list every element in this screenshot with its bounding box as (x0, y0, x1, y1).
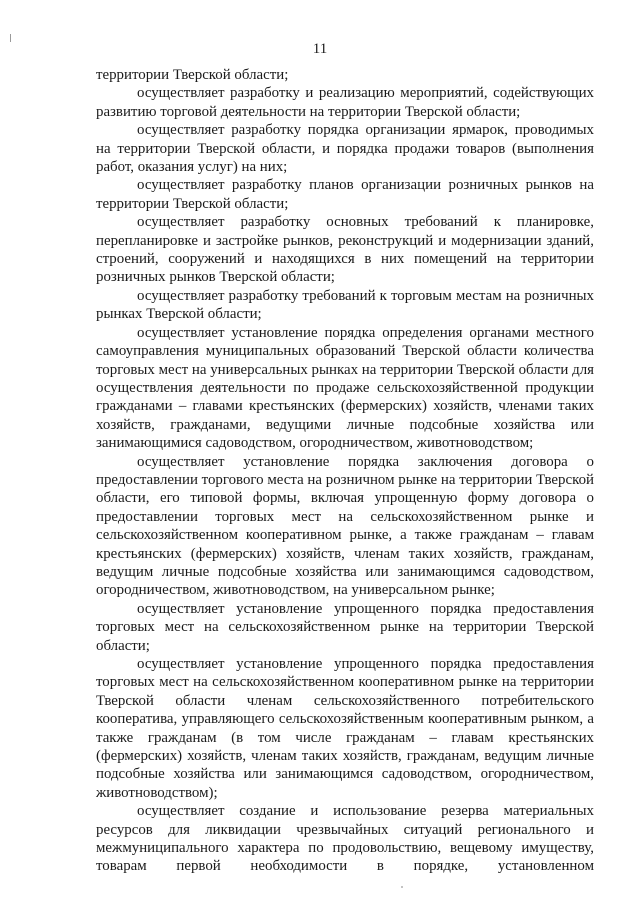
paragraph: осуществляет установление упрощенного порядка предоставления торговых мест на сельскохозяйственном рынке на территории Тверской области; (96, 600, 594, 654)
paragraph: осуществляет разработку и реализацию мероприятий, содействующих развитию торговой деятельности на территории Тверской области; (96, 85, 594, 120)
paragraph: осуществляет разработку основных требований к планировке, перепланировке и застройке рынков, реконструкций и модернизации зданий, строений, сооружений и находящихся в них помещений на территории розничных рынков Тверской области; (96, 214, 594, 286)
page-number: 11 (312, 41, 328, 57)
paragraph: осуществляет разработку планов организации розничных рынков на территории Тверской области; (96, 177, 594, 212)
paragraph-continuation: территории Тверской области; (96, 67, 289, 83)
paragraph-truncated: осуществляет создание и использование резерва материальных ресурсов для ликвидации чрезвычайных ситуаций регионального и межмуниципального характера по продовольствию, вещевому имуществу, товарам первой необходимости в порядке, установленном (96, 803, 594, 875)
paragraph: осуществляет установление упрощенного порядка предоставления торговых мест на сельскохозяйственном кооперативном рынке на территории Тверской области членам сельскохозяйственного потребительского кооператива, управляющего сельскохозяйственным кооперативным рынком, а также гражданам (в том числе гражданам – главам крестьянских (фермерских) хозяйств, членам таких хозяйств, гражданам, ведущим личные подсобные хозяйства или занимающимся садоводством, огородничеством, животноводством); (96, 656, 594, 801)
paragraph: осуществляет установление порядка определения органами местного самоуправления муниципальных образований Тверской области количества торговых мест на универсальных рынках на территории Тверской области для осуществления деятельности по продаже сельскохозяйственной продукции гражданами – главами крестьянских (фермерских) хозяйств, членами таких хозяйств, гражданами, ведущими личные подсобные хозяйства или занимающимися садоводством, огородничеством, животноводством; (96, 324, 594, 452)
paragraph: осуществляет разработку порядка организации ярмарок, проводимых на территории Тверской области, и порядка продажи товаров (выполнения работ, оказания услуг) на них; (96, 122, 594, 176)
document-body (96, 66, 594, 876)
scan-speck (401, 886, 403, 888)
paragraph: осуществляет установление порядка заключения договора о предоставлении торгового места на розничном рынке на территории Тверской области, его типовой формы, включая упрощенную форму договора о предоставлении торговых мест на сельскохозяйственном рынке и сельскохозяйственном кооперативном рынке, а также гражданам – главам крестьянских (фермерских) хозяйств, членам таких хозяйств, гражданам, ведущим личные подсобные хозяйства или занимающимся садоводством, огородничеством, животноводством, на универсальном рынке; (96, 453, 594, 599)
paragraph: осуществляет разработку требований к торговым местам на розничных рынках Тверской области; (96, 287, 594, 323)
